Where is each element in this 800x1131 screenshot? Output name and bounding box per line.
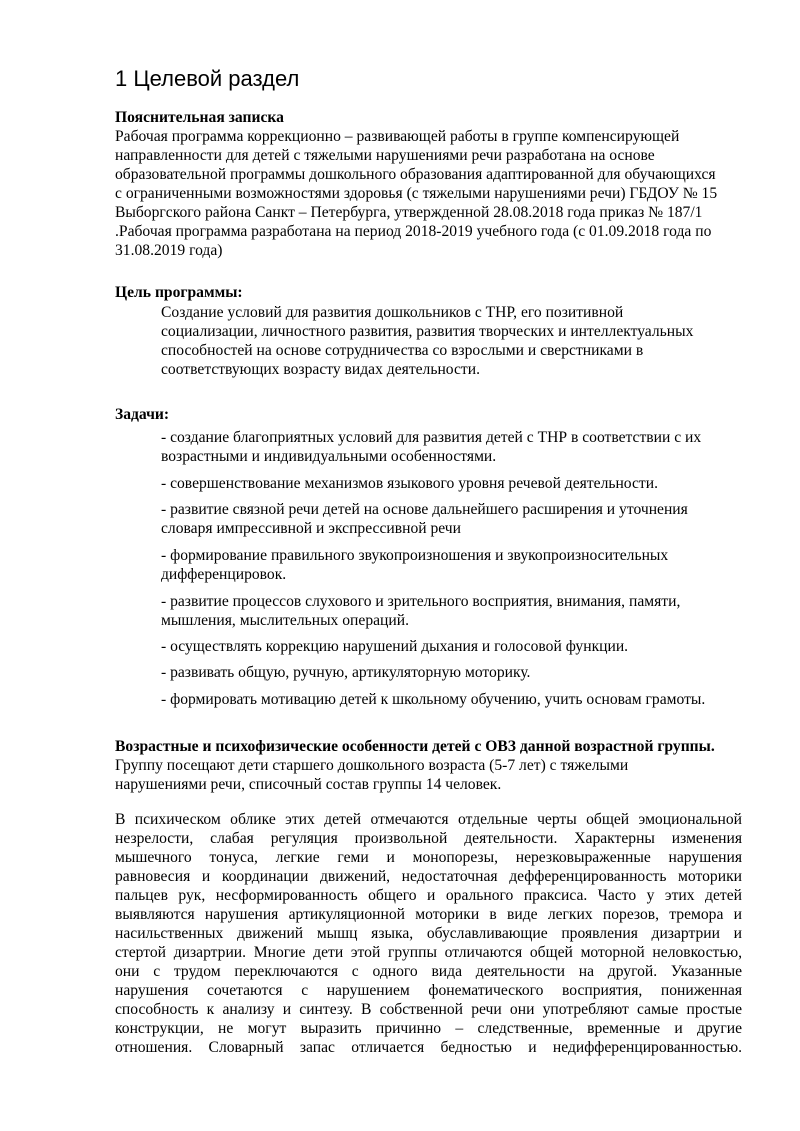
tasks-heading: Задачи: — [115, 406, 170, 423]
tasks-list — [161, 428, 761, 466]
task-item — [161, 428, 761, 466]
section-title: 1 Целевой раздел — [115, 66, 300, 91]
task-item-line: - формирование правильного звукопроизношения и звукопроизносительных — [161, 547, 669, 564]
paragraph-line: мышечного тонуса, легкие геми и монопорезы, нерезковыраженные нарушения — [115, 849, 742, 866]
explanatory-note-line: с ограниченными возможностями здоровья (с тяжелыми нарушениями речи) ГБДОУ № 15 — [115, 185, 718, 202]
task-item-line: - развитие связной речи детей на основе дальнейшего расширения и уточнения — [161, 501, 688, 518]
task-item-line: - формировать мотивацию детей к школьному обучению, учить основам грамоты. — [161, 691, 706, 708]
tasks-list — [161, 690, 761, 709]
tasks-list — [161, 474, 761, 493]
program-goal-heading: Цель программы: — [115, 284, 243, 301]
age-features — [115, 737, 715, 794]
paragraph-line: нарушения сочетаются с нарушением фонематического восприятия, пониженная — [115, 982, 742, 999]
paragraph-line: равновесия и координации движений, недостаточная дефференцированность моторики — [115, 868, 742, 885]
paragraph-line: незрелости, слабая регуляция произвольной деятельности. Характерны изменения — [115, 830, 742, 847]
explanatory-note-line: 31.08.2019 года) — [115, 242, 223, 259]
paragraph-line: стертой дизартрии. Многие дети этой группы отличаются общей моторной неловкостью, — [115, 944, 742, 961]
task-item — [161, 592, 761, 630]
task-item-line: - развивать общую, ручную, артикуляторную моторику. — [161, 664, 531, 681]
task-item-line: - осуществлять коррекцию нарушений дыхания и голосовой функции. — [161, 638, 629, 655]
program-goal — [115, 283, 243, 302]
explanatory-note-line: образовательной программы дошкольного образования адаптированной для обучающихся — [115, 166, 716, 183]
explanatory-note-line: .Рабочая программа разработана на период 2018-2019 учебного года (с 01.09.2018 года по — [115, 223, 712, 240]
program-goal-line: Создание условий для развития дошкольников с ТНР, его позитивной — [161, 304, 624, 321]
age-features-heading: Возрастные и психофизические особенности детей с ОВЗ данной возрастной группы. — [115, 738, 715, 755]
task-item — [161, 690, 761, 709]
task-item-line: словаря импрессивной и экспрессивной речи — [161, 520, 461, 537]
program-goal-line: социализации, личностного развития, развития творческих и интеллектуальных — [161, 323, 694, 340]
task-item-line: возрастными и индивидуальными особенностями. — [161, 448, 497, 465]
task-item — [161, 500, 761, 538]
paragraph-line: отношения. Словарный запас отличается бедностью и недифференцированностью. — [115, 1039, 742, 1056]
tasks-list — [161, 663, 761, 682]
program-goal-line: способностей на основе сотрудничества со взрослыми и сверстниками в — [161, 342, 644, 359]
paragraph-line: выявляются нарушения артикуляционной моторики в виде легких порезов, тремора и — [115, 906, 742, 923]
task-item — [161, 663, 761, 682]
tasks-list — [161, 592, 761, 630]
task-item-line: - создание благоприятных условий для развития детей с ТНР в соответствии с их — [161, 429, 702, 446]
task-item-line: - развитие процессов слухового и зрительного восприятия, внимания, памяти, — [161, 593, 681, 610]
task-item-line: дифференцировок. — [161, 566, 287, 583]
task-item-line: - совершенствование механизмов языкового уровня речевой деятельности. — [161, 475, 658, 492]
paragraph-line: пальцев рук, несформированность общего и орального праксиса. Часто у этих детей — [115, 887, 742, 904]
explanatory-note-heading: Пояснительная записка — [115, 109, 284, 126]
tasks-list — [161, 637, 761, 656]
paragraph-line: они с трудом переключаются с одного вида деятельности на другой. Указанные — [115, 963, 742, 980]
task-item — [161, 546, 761, 584]
paragraph-line: В психическом облике этих детей отмечаются отдельные черты общей эмоциональной — [115, 811, 742, 828]
paragraph-line: конструкции, не могут выразить причинно – следственные, временные и другие — [115, 1020, 742, 1037]
age-features-line: Группу посещают дети старшего дошкольного возраста (5-7 лет) с тяжелыми — [115, 757, 629, 774]
task-item-line: мышления, мыслительных операций. — [161, 612, 409, 629]
age-features-line: нарушениями речи, списочный состав группы 14 человек. — [115, 776, 502, 793]
explanatory-note-line: направленности для детей с тяжелыми нарушениями речи разработана на основе — [115, 147, 655, 164]
explanatory-note — [115, 108, 717, 260]
task-item — [161, 474, 761, 493]
tasks-list — [161, 500, 761, 538]
tasks-heading-block — [115, 405, 169, 424]
paragraph-line: насильственных движений мышц языка, обуславливающие проявления дизартрии и — [115, 925, 742, 942]
explanatory-note-line: Рабочая программа коррекционно – развивающей работы в группе компенсирующей — [115, 128, 680, 145]
program-goal-text — [161, 303, 693, 379]
psych-paragraph — [115, 810, 742, 1057]
explanatory-note-line: Выборгского района Санкт – Петербурга, утвержденной 28.08.2018 года приказ № 187/1 — [115, 204, 703, 221]
paragraph-line: способность к анализу и синтезу. В собственной речи они употребляют самые простые — [115, 1001, 742, 1018]
program-goal-line: соответствующих возрасту видах деятельности. — [161, 361, 480, 378]
tasks-list — [161, 546, 761, 584]
task-item — [161, 637, 761, 656]
